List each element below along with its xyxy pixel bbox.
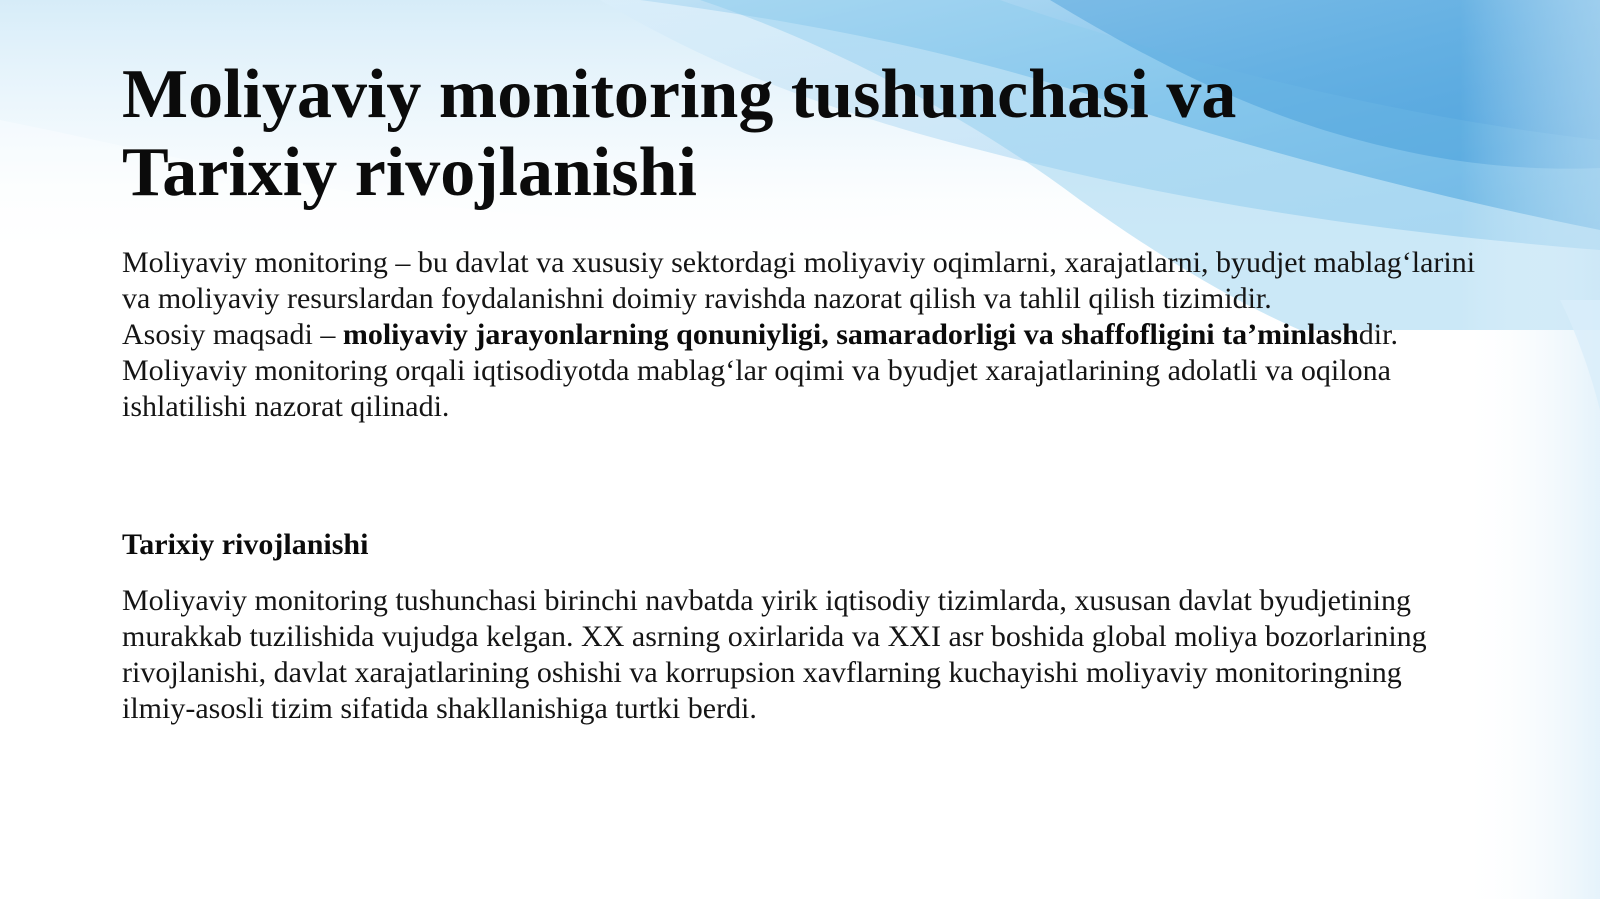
slide-title-line-1: Moliyaviy monitoring tushunchasi va: [122, 56, 1237, 133]
slide-title: [122, 56, 1482, 212]
purpose-paragraph: [122, 317, 1482, 425]
definition-paragraph: Moliyaviy monitoring – bu davlat va xususiy sektordagi moliyaviy oqimlarni, xarajatlarni, byudjet mablag‘larini va moliyaviy resurslardan foydalanishni doimiy ravishda nazorat qilish va tahlil qilish tizimidir.: [122, 246, 1476, 315]
slide-title-line-2: Tarixiy rivojlanishi: [122, 134, 698, 211]
purpose-bold-text: moliyaviy jarayonlarning qonuniyligi, samaradorligi va shaffofligini ta’minlash: [342, 318, 1359, 351]
history-paragraph: Moliyaviy monitoring tushunchasi birinchi navbatda yirik iqtisodiy tizimlarda, xususan davlat byudjetining murakkab tuzilishida vujudga kelgan. XX asrning oxirlarida va XXI asr boshida global moliya bozorlarining rivojlanishi, davlat xarajatlarining oshishi va korrupsion xavflarning kuchayishi moliyaviy monitoringning ilmiy-asosli tizim sifatida shakllanishiga turtki berdi.: [122, 584, 1427, 725]
purpose-prefix: Asosiy maqsadi –: [122, 318, 343, 351]
purpose-suffix: dir. Moliyaviy monitoring orqali iqtisodiyotda mablag‘lar oqimi va byudjet xarajatlarining adolatli va oqilona ishlatilishi nazorat qilinadi.: [122, 318, 1398, 423]
definition-section: [122, 245, 1482, 425]
history-heading: Tarixiy rivojlanishi: [122, 528, 369, 561]
